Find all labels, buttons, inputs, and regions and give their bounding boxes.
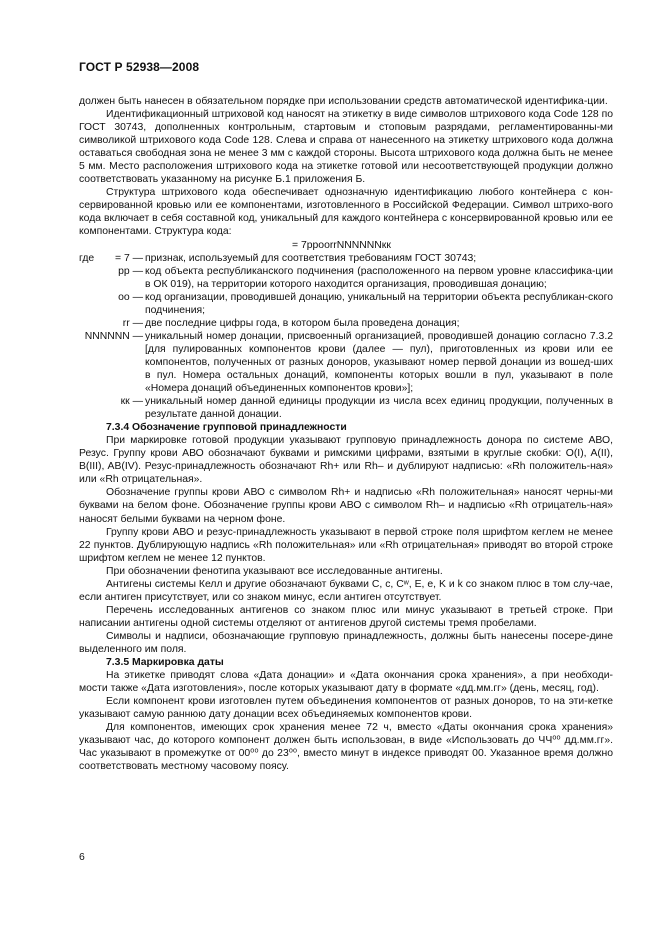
definition-symbol: = 7 — xyxy=(114,252,143,264)
page-number: 6 xyxy=(79,852,85,863)
definition-item xyxy=(79,330,613,395)
definition-text: код организации, проводившей донацию, уникальный на территории объекта республикан-ского подчинения; xyxy=(145,291,613,316)
paragraph: должен быть нанесен в обязательном порядке при использовании средств автоматической идентифика-ции. xyxy=(79,96,608,107)
definition-item xyxy=(79,252,613,265)
definition-symbol: rr — xyxy=(122,317,143,329)
definition-text: признак, используемый для соответствия требованиям ГОСТ 30743; xyxy=(145,252,477,264)
paragraph: Для компонентов, имеющих срок хранения менее 72 ч, вместо «Даты окончания срока хранения» указывают час, до которого компонент должен быть использован, в виде «Использовать до ЧЧ⁰⁰ дд.мм.гг». Час указывают в промежутке от 00⁰⁰ до 23⁰⁰, вместо минут в индексе приводят 00. Указанное время должно соответствовать местному часовому поясу. xyxy=(79,722,613,773)
definition-item xyxy=(79,291,613,317)
paragraph: Структура штрихового кода обеспечивает однозначную идентификацию любого контейнера с кон-сервированной кровью или ее компонентами, изготовленного в Российской Федерации. Символ штрихо-вого кода включает в себя составной код, уникальный для каждого контейнера с консервированной кровью или ее компонентами. Структура кода: xyxy=(79,187,613,238)
paragraph: При обозначении фенотипа указывают все исследованные антигены. xyxy=(106,565,443,577)
definition-text: уникальный номер донации, присвоенный организацией, проводившей донацию согласно 7.3.2 [для пулированных компонентов крови (далее — пул), приготовленных из крови или ее компонентов, полученных от разных доноров, указывают номер первой донации из вошед-ших в пул. Номера остальных донаций, компоненты которых вошли в пул, указывают в поле «Номера донаций объединенных компонентов крови»]; xyxy=(145,330,613,395)
document-body xyxy=(79,95,613,773)
paragraph: При маркировке готовой продукции указывают групповую принадлежность донора по системе АВО, Резус. Группу крови АВО обозначают буквами и римскими цифрами, взятыми в круглые скобки: O(I), A(II), B(III), AB(IV). Резус-принадлежность обозначают Rh+ или Rh– и дублируют надписью: «Rh положитель-ная» или «Rh отрицательная». xyxy=(79,435,613,486)
code-structure-formula: = 7ppoorrNNNNNNкк xyxy=(292,239,391,251)
definition-symbol: NNNNNN — xyxy=(84,330,143,342)
paragraph: Группу крови АВО и резус-принадлежность указывают в первой строке поля шрифтом кеглем не менее 22 пунктов. Дублирующую надпись «Rh положительная» или «Rh отрицательная» приводят во второй строке шрифтом кеглем не менее 12 пунктов. xyxy=(79,526,613,564)
definition-text: уникальный номер данной единицы продукции из числа всех единиц продукции, полученных в результате данной донации. xyxy=(145,396,613,421)
paragraph: Обозначение группы крови АВО с символом Rh+ и надписью «Rh положительная» наносят черны-ми буквами на белом фоне. Обозначение группы крови АВО с символом Rh– и надписью «Rh отрицатель-ная» наносят белыми буквами на черном фоне. xyxy=(79,487,613,525)
definition-symbol: pp — xyxy=(118,265,143,277)
definition-text: код объекта республиканского подчинения (расположенного на первом уровне классифика-ции в ОК 019), на территории которого находится организация, проводившая донацию; xyxy=(145,265,613,290)
paragraph: Символы и надписи, обозначающие групповую принадлежность, должны быть нанесены посере-дине выделенного им поля. xyxy=(79,630,613,655)
definition-symbol: кк — xyxy=(120,396,143,408)
document-code-header: ГОСТ Р 52938—2008 xyxy=(79,60,200,74)
definition-item xyxy=(79,317,613,330)
paragraph: На этикетке приводят слова «Дата донации» и «Дата окончания срока хранения», а при необходи-мости также «Дата изготовления», после которых указывают дату в формате «дд.мм.гг» (день, месяц, год). xyxy=(79,670,613,695)
definition-item xyxy=(79,395,613,421)
section-heading-7-3-5: 7.3.5 Маркировка даты xyxy=(106,657,224,669)
paragraph: Перечень исследованных антигенов со знаком плюс или минус указывают в третьей строке. При написании антигены одной системы отделяют от антигенов другой системы тремя пробелами. xyxy=(79,604,613,629)
definition-text: две последние цифры года, в котором была проведена донация; xyxy=(145,317,460,329)
section-heading-7-3-4: 7.3.4 Обозначение групповой принадлежности xyxy=(106,422,347,434)
definition-item xyxy=(79,265,613,291)
definition-symbol: oo — xyxy=(118,291,143,303)
paragraph: Если компонент крови изготовлен путем объединения компонентов от разных доноров, то на эти-кетке указывают самую раннюю дату донации всех объединяемых компонентов крови. xyxy=(79,696,613,721)
where-label: где xyxy=(79,252,95,264)
paragraph: Идентификационный штриховой код наносят на этикетку в виде символов штрихового кода Code 128 по ГОСТ 30743, дополненных контрольным, стартовым и стоповым разрядами, регламентированны-ми символикой штрихового кода Code 128. Слева и справа от нанесенного на этикетку штрихового кода должна оставаться свободная зона не менее 3 мм с каждой стороны. Высота штрихового кода должна быть не менее 5 мм. Место расположения штрихового кода на этикетке готовой или несоответствующей продукции должно соответствовать указанному на рисунке Б.1 приложения Б. xyxy=(79,109,613,186)
paragraph: Антигены системы Келл и другие обозначают буквами C, c, Cʷ, E, e, K и k со знаком плюс в том слу-чае, если антиген присутствует, или со знаком минус, если антиген отсутствует. xyxy=(79,578,613,603)
